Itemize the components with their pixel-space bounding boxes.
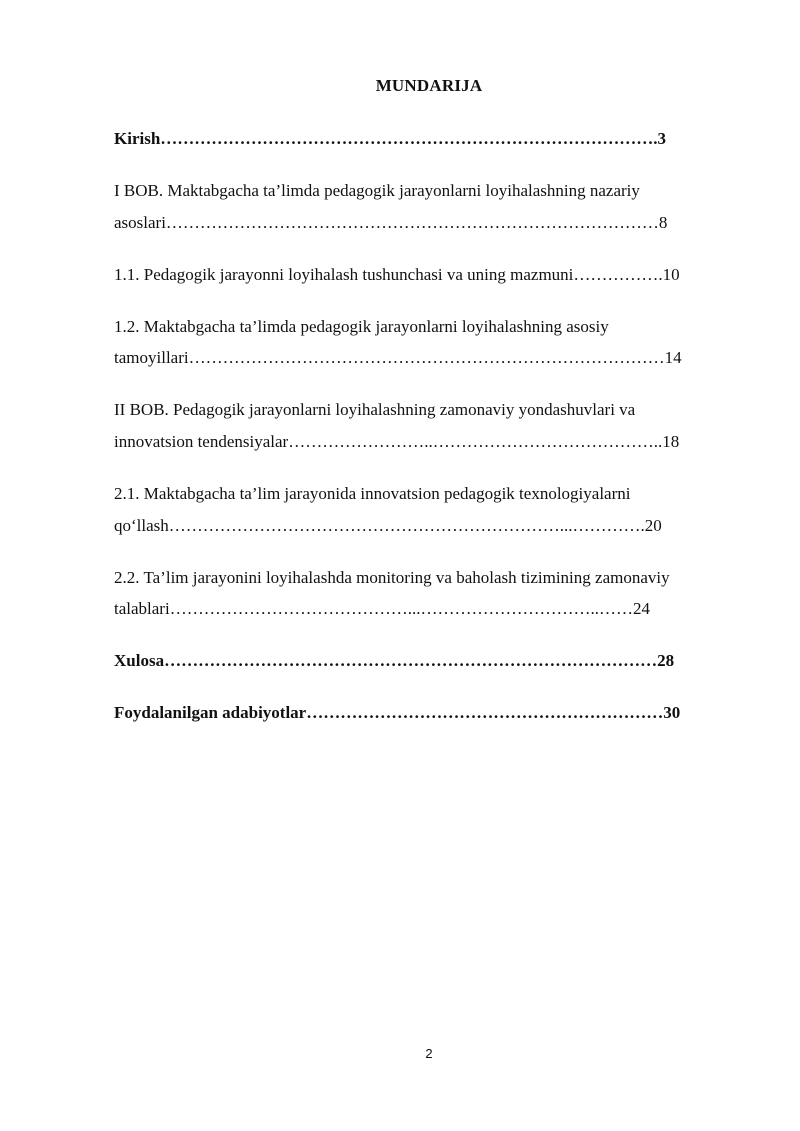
toc-entry-section-1-2-line-2: tamoyillari…………………………………………………………………………14 xyxy=(114,348,682,367)
toc-entry-section-2-2-line-1: 2.2. Ta’lim jarayonini loyihalashda monitoring va baholash tizimining zamonaviy xyxy=(114,568,670,587)
toc-entry-section-1-2-line-1: 1.2. Maktabgacha ta’limda pedagogik jarayonlarni loyihalashning asosiy xyxy=(114,317,609,336)
toc-entry-xulosa: Xulosa……………………………………………………………………………28 xyxy=(114,651,675,670)
toc-entry-section-2-1-line-1: 2.1. Maktabgacha ta’lim jarayonida innovatsion pedagogik texnologiyalarni xyxy=(114,484,631,503)
toc-entry-section-2-2-line-2: talablari……………………………………...…………………………..……24 xyxy=(114,599,650,618)
toc-entry-chapter-2-line-2: innovatsion tendensiyalar……………………..…………………………………..18 xyxy=(114,432,680,451)
toc-entry-section-2-1-line-2: qo‘llash……………………………………………………………...………….20 xyxy=(114,516,662,535)
page-title: MUNDARIJA xyxy=(375,76,483,95)
toc-entry-chapter-1-line-1: I BOB. Maktabgacha ta’limda pedagogik jarayonlarni loyihalashning nazariy xyxy=(114,181,640,200)
toc-entry-references: Foydalanilgan adabiyotlar………………………………………………………30 xyxy=(114,703,681,722)
toc-entry-section-1-1: 1.1. Pedagogik jarayonni loyihalash tushunchasi va uning mazmuni…………….10 xyxy=(114,265,680,284)
toc-entry-chapter-1-line-2: asoslari……………………………………………………………………………8 xyxy=(114,213,668,232)
toc-entry-chapter-2-line-1: II BOB. Pedagogik jarayonlarni loyihalashning zamonaviy yondashuvlari va xyxy=(114,400,636,419)
page-number: 2 xyxy=(425,1046,433,1061)
toc-entry-kirish: Kirish…………………………………………………………………………….3 xyxy=(114,129,667,148)
